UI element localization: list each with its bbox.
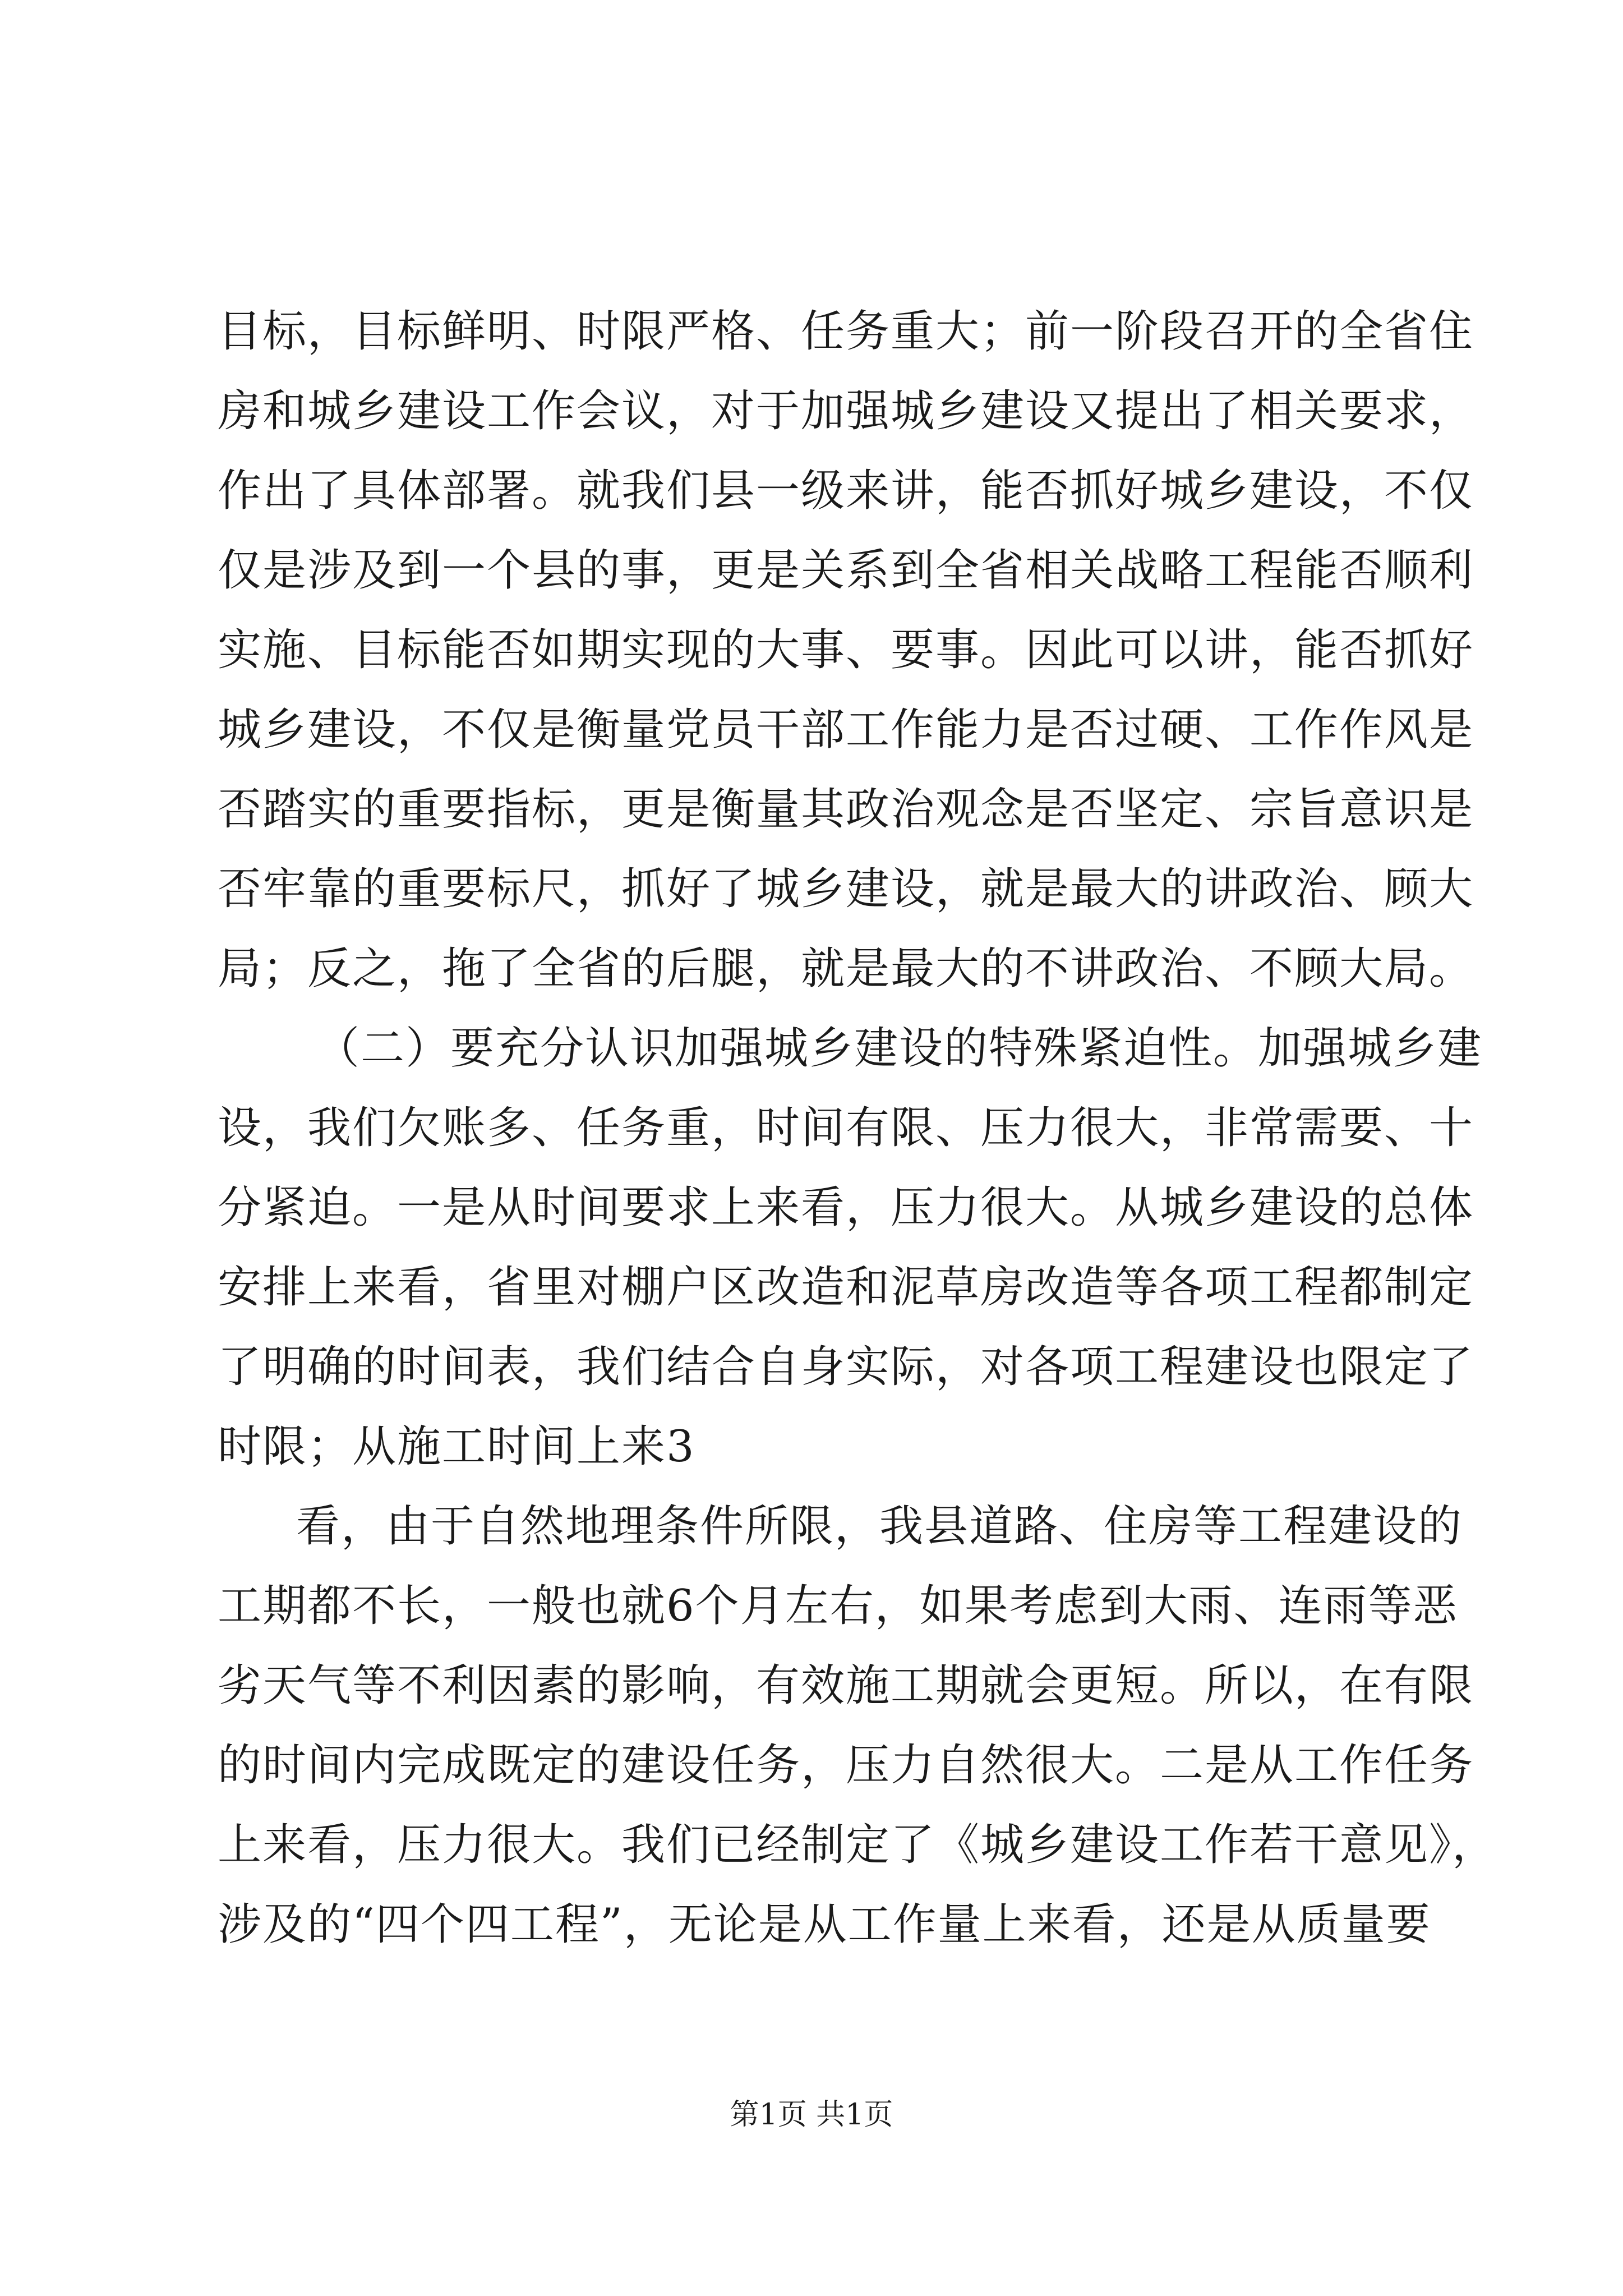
- text-line: 了明确的时间表，我们结合自身实际，对各项工程建设也限定了: [218, 1342, 1474, 1392]
- text-line: 仅是涉及到一个县的事，更是关系到全省相关战略工程能否顺利: [218, 545, 1474, 596]
- text-line: 实施、目标能否如期实现的大事、要事。因此可以讲，能否抓好: [218, 625, 1474, 675]
- page-number-footer: 第1页 共1页: [730, 2098, 893, 2132]
- text-line: 否踏实的重要指标，更是衡量其政治观念是否坚定、宗旨意识是: [218, 784, 1474, 835]
- text-line: 的时间内完成既定的建设任务，压力自然很大。二是从工作任务: [218, 1740, 1474, 1791]
- body-text: [218, 292, 1497, 1964]
- text-line: 涉及的“四个四工程”，无论是从工作量上来看，还是从质量要: [218, 1899, 1431, 1950]
- paragraph-start-line: 看，由于自然地理条件所限，我县道路、住房等工程建设的: [296, 1501, 1463, 1552]
- section-heading-line: （二）要充分认识加强城乡建设的特殊紧迫性。加强城乡建: [316, 1023, 1483, 1074]
- text-line: 时限；从施工时间上来3: [218, 1421, 695, 1472]
- text-line: 目标，目标鲜明、时限严格、任务重大；前一阶段召开的全省住: [218, 306, 1474, 357]
- text-line: 分紧迫。一是从时间要求上来看，压力很大。从城乡建设的总体: [218, 1182, 1474, 1233]
- text-line: 作出了具体部署。就我们县一级来讲，能否抓好城乡建设，不仅: [218, 466, 1474, 516]
- text-line: 城乡建设，不仅是衡量党员干部工作能力是否过硬、工作作风是: [218, 705, 1474, 755]
- text-line: 否牢靠的重要标尺，抓好了城乡建设，就是最大的讲政治、顾大: [218, 864, 1474, 914]
- text-line: 上来看，压力很大。我们已经制定了《城乡建设工作若干意见》，: [218, 1820, 1497, 1870]
- text-line: 局；反之，拖了全省的后腿，就是最大的不讲政治、不顾大局。: [218, 944, 1474, 994]
- text-line: 劣天气等不利因素的影响，有效施工期就会更短。所以，在有限: [218, 1660, 1474, 1711]
- text-line: 工期都不长，一般也就6个月左右，如果考虑到大雨、连雨等恶: [218, 1581, 1458, 1631]
- text-line: 安排上来看，省里对棚户区改造和泥草房改造等各项工程都制定: [218, 1262, 1474, 1313]
- text-line: 房和城乡建设工作会议，对于加强城乡建设又提出了相关要求，: [218, 386, 1474, 436]
- text-line: 设，我们欠账多、任务重，时间有限、压力很大，非常需要、十: [218, 1103, 1474, 1153]
